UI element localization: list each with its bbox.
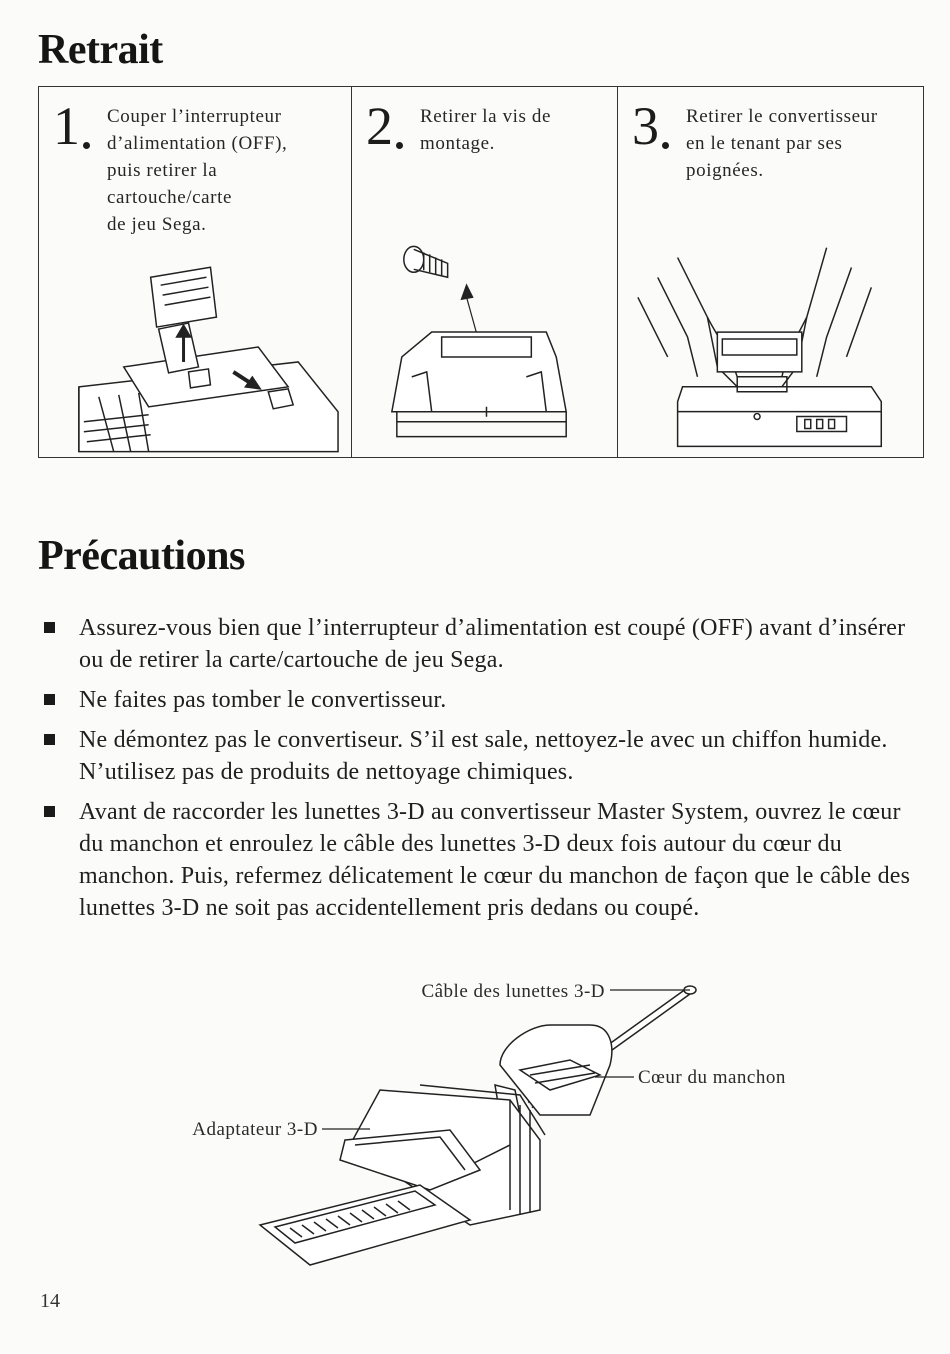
precaution-text: Avant de raccorder les lunettes 3-D au convertisseur Master System, ouvrez le cœur du manchon et enroulez le câble des lunettes 3-D deux fois autour du cœur du manchon. Puis, refermez délicatement le cœur du manchon de façon que le câble des lunettes 3-D ne soit pas accidentellement pris dedans ou coupé. xyxy=(79,799,911,921)
bullet-icon xyxy=(44,694,55,705)
step-3 xyxy=(618,87,923,457)
bullet-icon xyxy=(44,622,55,633)
bullet-icon xyxy=(44,806,55,817)
mounting-screw-removal-illustration xyxy=(352,237,617,457)
precautions-title: Précautions xyxy=(38,533,245,579)
label-cable: Câble des lunettes 3-D xyxy=(421,981,605,1002)
step-3-text: Retirer le convertisseur en le tenant par ses poignées. xyxy=(686,106,878,181)
bullet-icon xyxy=(44,734,55,745)
precaution-text: Assurez-vous bien que l’interrupteur d’alimentation est coupé (OFF) avant d’insérer ou de retirer la carte/cartouche de jeu Sega. xyxy=(79,615,906,673)
step-3-number: 3 xyxy=(632,96,659,156)
precaution-text: Ne faites pas tomber le convertisseur. xyxy=(79,687,447,713)
list-item xyxy=(44,612,924,676)
console-cartridge-removal-illustration xyxy=(39,237,351,457)
list-item xyxy=(44,684,924,716)
step-2 xyxy=(352,87,618,457)
label-core: Cœur du manchon xyxy=(638,1067,786,1088)
adapter-cable-core-diagram xyxy=(150,965,870,1275)
precautions-list xyxy=(44,612,924,932)
step-1-text: Couper l’interrupteur d’alimentation (OFF), puis retirer la cartouche/carte de jeu Sega. xyxy=(107,106,288,235)
retrait-title: Retrait xyxy=(38,27,163,73)
step-2-number: 2 xyxy=(366,96,393,156)
removal-steps-panel xyxy=(38,86,924,458)
list-item xyxy=(44,796,924,924)
converter-removal-hands-illustration xyxy=(618,237,923,457)
step-1-number: 1 xyxy=(53,96,80,156)
step-1 xyxy=(39,87,352,457)
precaution-text: Ne démontez pas le convertiseur. S’il est sale, nettoyez-le avec un chiffon humide. N’utilisez pas de produits de nettoyage chimiques. xyxy=(79,727,888,785)
page-number: 14 xyxy=(40,1290,60,1312)
step-2-text: Retirer la vis de montage. xyxy=(420,106,552,154)
label-adapter: Adaptateur 3-D xyxy=(192,1119,318,1140)
list-item xyxy=(44,724,924,788)
